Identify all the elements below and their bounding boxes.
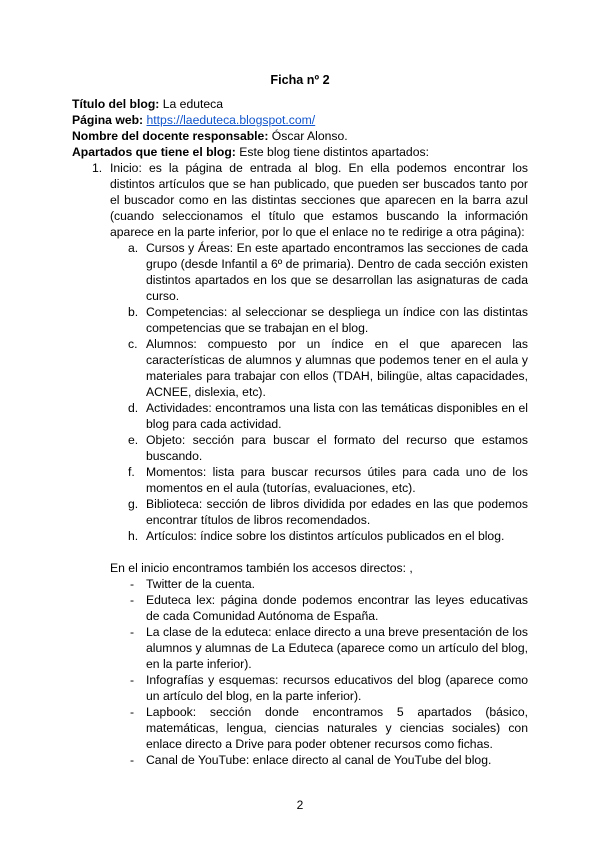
dash-text: Eduteca lex: página donde podemos encontrar las leyes educativas de cada Comunidad Autónoma de España. bbox=[146, 593, 528, 623]
dash-marker: - bbox=[130, 705, 135, 719]
sub-text: Cursos y Áreas: En este apartado encontramos las secciones de cada grupo (desde Infantil a 6º de primaria). Dentro de cada sección existen distintos apartados en los que se desarrollan las asignaturas de cada curso. bbox=[146, 241, 528, 303]
sub-marker: c. bbox=[128, 337, 138, 351]
dash-item bbox=[72, 576, 528, 592]
web-link[interactable]: https://laeduteca.blogspot.com/ bbox=[146, 113, 316, 127]
sections-line bbox=[72, 144, 528, 160]
sub-text: Objeto: sección para buscar el formato del recurso que estamos buscando. bbox=[146, 433, 528, 463]
dash-marker: - bbox=[130, 625, 135, 639]
sub-marker: b. bbox=[128, 305, 139, 319]
sub-text: Artículos: índice sobre los distintos artículos publicados en el blog. bbox=[146, 529, 505, 543]
dash-item bbox=[72, 592, 528, 624]
blog-title-line bbox=[72, 96, 528, 112]
sub-marker: g. bbox=[128, 497, 139, 511]
dash-marker: - bbox=[130, 753, 135, 767]
sections-label: Apartados que tiene el blog: bbox=[72, 145, 236, 159]
sub-item bbox=[72, 496, 528, 528]
dash-text: Infografías y esquemas: recursos educativos del blog (aparece como un artículo del blog, en la parte inferior). bbox=[146, 673, 528, 703]
web-line bbox=[72, 112, 528, 128]
item-text: Inicio: es la página de entrada al blog. En ella podemos encontrar los distintos artículos que se han publicado, que pueden ser buscados tanto por el buscador como en las distintas secciones que aparecen en la barra azul (cuando seleccionamos el título que estamos buscando la información aparece en la parte inferior, por lo que el enlace no te redirige a otra página): bbox=[110, 161, 528, 239]
sub-text: Alumnos: compuesto por un índice en el que aparecen las características de alumnos y alumnas que podemos tener en el aula y materiales para trabajar con ellos (TDAH, bilingüe, altas capacidades, ACNEE, dislexia, etc). bbox=[146, 337, 528, 399]
sub-marker: d. bbox=[128, 401, 139, 415]
sub-marker: a. bbox=[128, 241, 139, 255]
sub-marker: h. bbox=[128, 529, 139, 543]
sub-text: Actividades: encontramos una lista con las temáticas disponibles en el blog para cada actividad. bbox=[146, 401, 528, 431]
sub-item bbox=[72, 528, 528, 544]
sub-marker: e. bbox=[128, 433, 139, 447]
dash-marker: - bbox=[130, 673, 135, 687]
blog-title-value: La eduteca bbox=[162, 97, 224, 111]
dash-text: La clase de la eduteca: enlace directo a una breve presentación de los alumnos y alumnas de La Eduteca (aparece como un artículo del blog, en la parte inferior). bbox=[146, 625, 528, 671]
sub-item bbox=[72, 400, 528, 432]
sub-item bbox=[72, 432, 528, 464]
teacher-label: Nombre del docente responsable: bbox=[72, 129, 269, 143]
dash-item bbox=[72, 624, 528, 672]
dash-item bbox=[72, 672, 528, 704]
sub-text: Competencias: al seleccionar se despliega un índice con las distintas competencias que se trabajan en el blog. bbox=[146, 305, 528, 335]
sub-item bbox=[72, 336, 528, 400]
sub-marker: f. bbox=[128, 465, 135, 479]
page-number: 2 bbox=[296, 798, 304, 812]
direct-access-intro: En el inicio encontramos también los accesos directos: , bbox=[110, 561, 413, 575]
document-title: Ficha nº 2 bbox=[270, 73, 330, 87]
dash-list bbox=[72, 576, 528, 768]
teacher-value: Óscar Alonso. bbox=[271, 129, 348, 143]
sections-intro: Este blog tiene distintos apartados: bbox=[239, 145, 429, 159]
sub-item bbox=[72, 240, 528, 304]
dash-text: Lapbook: sección donde encontramos 5 apartados (básico, matemáticas, lengua, ciencias naturales y ciencias sociales) con enlace directo a Drive para poder obtener recursos como fichas. bbox=[146, 705, 528, 751]
teacher-line bbox=[72, 128, 528, 144]
dash-marker: - bbox=[130, 577, 135, 591]
dash-item bbox=[72, 752, 528, 768]
sub-item bbox=[72, 464, 528, 496]
sub-text: Momentos: lista para buscar recursos útiles para cada uno de los momentos en el aula (tutorías, evaluaciones, etc). bbox=[146, 465, 528, 495]
document-page bbox=[72, 72, 528, 768]
main-list bbox=[72, 160, 528, 240]
blog-title-label: Título del blog: bbox=[72, 97, 160, 111]
sub-list bbox=[72, 240, 528, 544]
list-item-inicio bbox=[72, 160, 528, 240]
dash-text: Canal de YouTube: enlace directo al canal de YouTube del blog. bbox=[146, 753, 492, 767]
web-label: Página web: bbox=[72, 113, 144, 127]
dash-item bbox=[72, 704, 528, 752]
dash-text: Twitter de la cuenta. bbox=[146, 577, 256, 591]
list-marker: 1. bbox=[92, 161, 103, 175]
dash-marker: - bbox=[130, 593, 135, 607]
sub-item bbox=[72, 304, 528, 336]
sub-text: Biblioteca: sección de libros dividida por edades en las que podemos encontrar títulos de libros recomendados. bbox=[146, 497, 528, 527]
